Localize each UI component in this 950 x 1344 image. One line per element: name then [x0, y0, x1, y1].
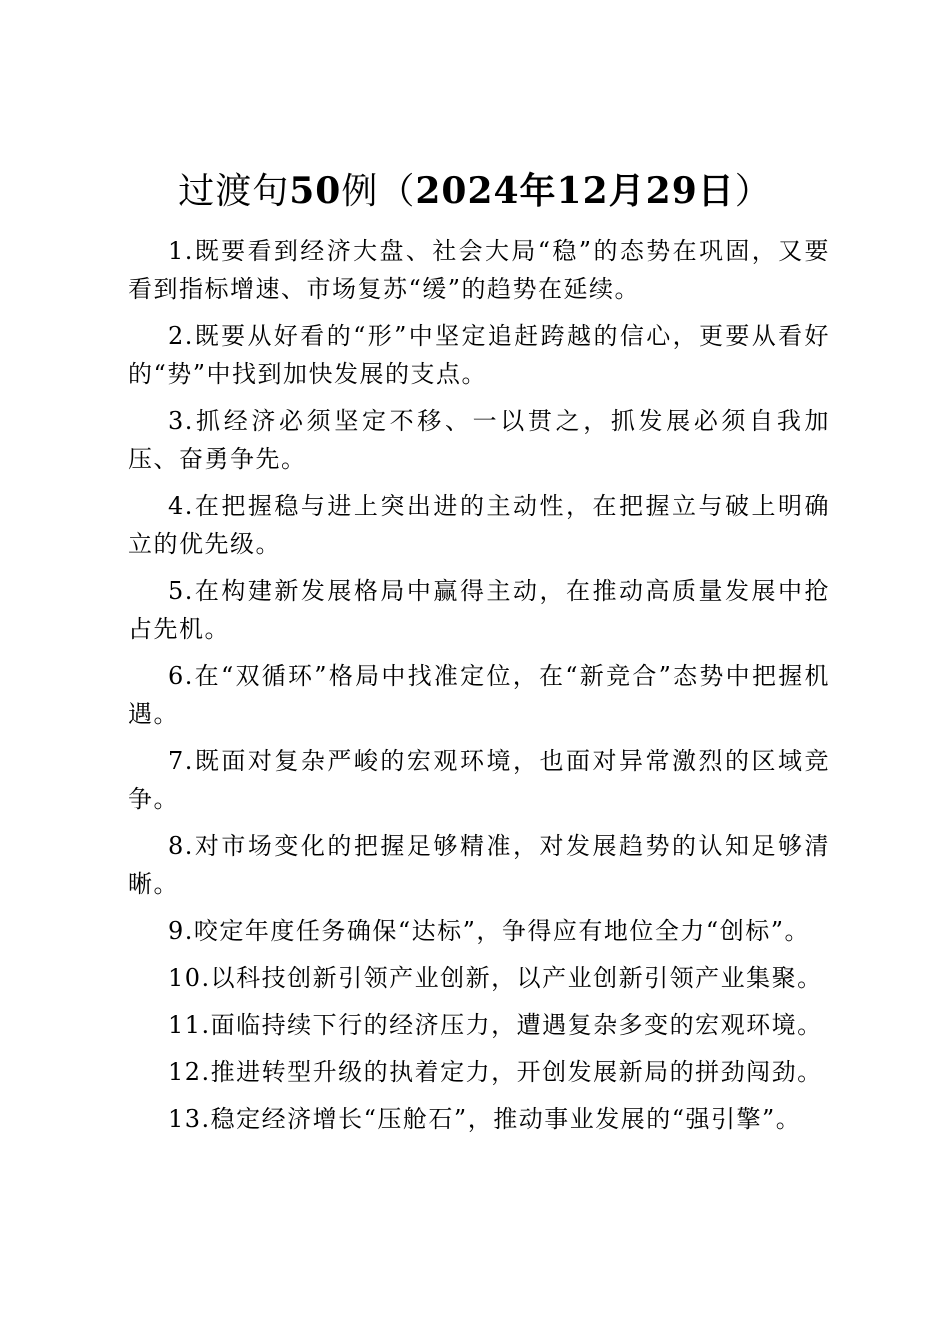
document-body	[128, 232, 830, 1147]
paragraph-2: 2.既要从好看的“形”中坚定追赶跨越的信心，更要从看好的“势”中找到加快发展的支点。	[128, 322, 830, 388]
paragraph-9: 9.咬定年度任务确保“达标”，争得应有地位全力“创标”。	[168, 917, 810, 945]
title-date: 2024年12月29日	[415, 170, 735, 212]
title-number: 50	[289, 170, 342, 212]
paragraph-13: 13.稳定经济增长“压舱石”，推动事业发展的“强引擎”。	[168, 1105, 802, 1133]
paragraph-12: 12.推进转型升级的执着定力，开创发展新局的拼劲闯劲。	[168, 1058, 823, 1086]
paragraph-5: 5.在构建新发展格局中赢得主动，在推动高质量发展中抢占先机。	[128, 577, 830, 643]
paragraph-10: 10.以科技创新引领产业创新，以产业创新引领产业集聚。	[168, 964, 823, 992]
paragraph-4: 4.在把握稳与进上突出进的主动性，在把握立与破上明确立的优先级。	[128, 492, 830, 558]
paragraph-11: 11.面临持续下行的经济压力，遭遇复杂多变的宏观环境。	[168, 1011, 823, 1039]
paragraph-7: 7.既面对复杂严峻的宏观环境，也面对异常激烈的区域竞争。	[128, 747, 830, 813]
paragraph-6: 6.在“双循环”格局中找准定位，在“新竞合”态势中把握机遇。	[128, 662, 830, 728]
paragraph-1: 1.既要看到经济大盘、社会大局“稳”的态势在巩固，又要看到指标增速、市场复苏“缓”的趋势在延续。	[128, 237, 830, 303]
title-mid: 例（	[341, 171, 416, 212]
paragraph-8: 8.对市场变化的把握足够精准，对发展趋势的认知足够清晰。	[128, 832, 830, 898]
paragraph-3: 3.抓经济必须坚定不移、一以贯之，抓发展必须自我加压、奋勇争先。	[128, 407, 830, 473]
title-suffix: ）	[734, 171, 772, 212]
document-title	[0, 166, 950, 217]
title-prefix: 过渡句	[178, 171, 290, 212]
